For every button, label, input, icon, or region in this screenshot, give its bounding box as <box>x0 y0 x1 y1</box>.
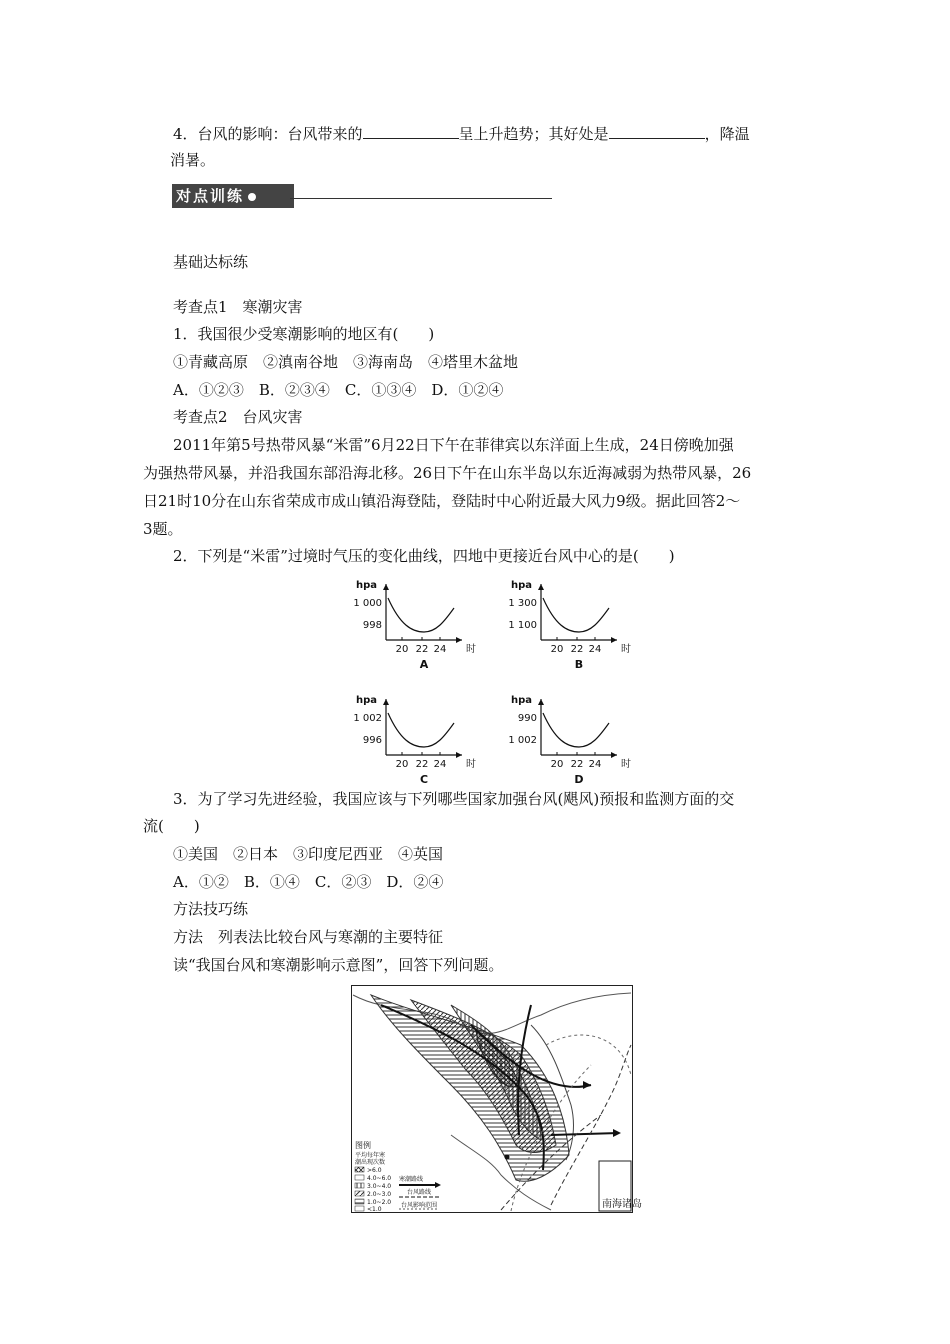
x-axis-label: 时 <box>621 644 631 655</box>
pressure-curve <box>388 713 454 747</box>
pressure-curve <box>388 598 454 632</box>
q1-items: ①青藏高原 ②滇南谷地 ③海南岛 ④塔里木盆地 <box>173 353 519 371</box>
y-axis-label: hpa <box>511 580 533 591</box>
chart-D <box>508 695 631 786</box>
section-banner <box>172 184 552 210</box>
q2-stem: 2．下列是“米雷”过境时气压的变化曲线，四地中更接近台风中心的是( ) <box>173 547 675 565</box>
y-axis-label: hpa <box>511 695 533 706</box>
chart-C <box>353 695 476 786</box>
inset-label: 南海诸岛 <box>602 1199 642 1210</box>
legend-item-1: 4.0~6.0 <box>367 1175 392 1182</box>
q4-blank-2[interactable] <box>609 124 705 139</box>
x-tick-label: 22 <box>415 759 429 770</box>
pressure-curve <box>543 598 609 632</box>
y-tick-label: 998 <box>362 620 382 631</box>
q4-blank-1[interactable] <box>363 124 459 139</box>
legend-sub-2: 潮出现次数 <box>355 1159 386 1166</box>
x-axis-arrow <box>456 637 462 643</box>
passage-line-4: 3题。 <box>143 520 183 538</box>
x-tick-label: 20 <box>395 644 409 655</box>
legend-typhoon-route: 台风路线 <box>407 1189 432 1196</box>
y-tick-label: 990 <box>517 713 537 724</box>
q1-options: A．①②③ B．②③④ C．①③④ D．①②④ <box>173 381 504 399</box>
q3-stem-2: 流( ) <box>143 817 200 835</box>
y-axis-label: hpa <box>356 695 378 706</box>
x-tick-label: 22 <box>570 644 584 655</box>
x-axis-label: 时 <box>621 759 631 770</box>
kp2-heading: 考查点2 台风灾害 <box>173 408 303 426</box>
x-axis-label: 时 <box>466 759 476 770</box>
legend-item-5: <1.0 <box>367 1206 382 1213</box>
passage-line-1: 2011年第5号热带风暴“米雷”6月22日下午在菲律宾以东洋面上生成，24日傍晚加强 <box>173 436 734 454</box>
y-tick-label: 996 <box>362 735 382 746</box>
y-tick-label: 1 300 <box>508 598 537 609</box>
passage-line-2: 为强热带风暴，并沿我国东部沿海北移。26日下午在山东半岛以东近海减弱为热带风暴，26 <box>143 464 752 482</box>
bullet-dot-icon <box>248 193 256 201</box>
y-tick-label: 1 002 <box>508 735 537 746</box>
legend-typhoon-range: 台风影响范围 <box>401 1202 438 1209</box>
q4-line2: 消暑。 <box>170 151 216 169</box>
y-axis-arrow <box>538 584 544 590</box>
passage-line-3: 日21时10分在山东省荣成市成山镇沿海登陆，登陆时中心附近最大风力9级。据此回答2～ <box>143 492 741 510</box>
q4-prefix: 4．台风的影响：台风带来的 <box>173 125 363 143</box>
x-tick-label: 24 <box>433 759 447 770</box>
method-heading: 方法 列表法比较台风与寒潮的主要特征 <box>173 928 444 946</box>
legend-item-2: 3.0~4.0 <box>367 1183 392 1190</box>
y-axis-label: hpa <box>356 580 378 591</box>
q3-options: A．①② B．①④ C．②③ D．②④ <box>173 873 444 891</box>
legend-item-3: 2.0~3.0 <box>367 1191 392 1198</box>
read-instruction: 读“我国台风和寒潮影响示意图”，回答下列问题。 <box>173 956 504 974</box>
typhoon-coldwave-map <box>351 985 642 1213</box>
x-tick-label: 20 <box>550 759 564 770</box>
y-tick-label: 1 002 <box>353 713 382 724</box>
section-method: 方法技巧练 <box>173 900 249 918</box>
x-tick-label: 24 <box>433 644 447 655</box>
x-axis-arrow <box>611 752 617 758</box>
city-dot <box>505 1155 510 1160</box>
q1-stem: 1．我国很少受寒潮影响的地区有( ) <box>173 325 435 343</box>
chart-label: B <box>574 658 584 671</box>
y-axis-arrow <box>383 584 389 590</box>
q4-mid: 呈上升趋势；其好处是 <box>458 125 609 143</box>
chart-label: C <box>419 773 429 786</box>
x-tick-label: 24 <box>588 644 602 655</box>
pressure-charts <box>340 570 640 790</box>
y-axis-arrow <box>538 699 544 705</box>
chart-label: A <box>419 658 429 671</box>
y-tick-label: 1 100 <box>508 620 537 631</box>
legend-sub-1: 平均每年寒 <box>355 1152 386 1159</box>
x-tick-label: 24 <box>588 759 602 770</box>
legend-item-0: >6.0 <box>367 1167 382 1174</box>
q3-stem-1: 3．为了学习先进经验，我国应该与下列哪些国家加强台风(飓风)预报和监测方面的交 <box>173 790 735 808</box>
banner-rule <box>290 198 552 199</box>
kp1-heading: 考查点1 寒潮灾害 <box>173 298 303 316</box>
q4-line1 <box>173 124 750 144</box>
x-axis-label: 时 <box>466 644 476 655</box>
x-tick-label: 22 <box>415 644 429 655</box>
chart-A <box>353 580 476 671</box>
banner-label <box>172 184 294 208</box>
legend-cold-route: 寒潮路线 <box>399 1176 424 1183</box>
x-tick-label: 20 <box>550 644 564 655</box>
pressure-curve <box>543 713 609 747</box>
q3-items: ①美国 ②日本 ③印度尼西亚 ④英国 <box>173 845 444 863</box>
legend-title: 图例 <box>355 1141 371 1150</box>
chart-label: D <box>574 773 584 786</box>
x-tick-label: 22 <box>570 759 584 770</box>
x-axis-arrow <box>611 637 617 643</box>
chart-B <box>508 580 631 671</box>
section-basic: 基础达标练 <box>173 253 249 271</box>
q4-suffix: ，降温 <box>704 125 750 143</box>
legend-item-4: 1.0~2.0 <box>367 1199 392 1206</box>
banner-title: 对点训练 <box>176 187 245 205</box>
y-tick-label: 1 000 <box>353 598 382 609</box>
x-tick-label: 20 <box>395 759 409 770</box>
y-axis-arrow <box>383 699 389 705</box>
x-axis-arrow <box>456 752 462 758</box>
